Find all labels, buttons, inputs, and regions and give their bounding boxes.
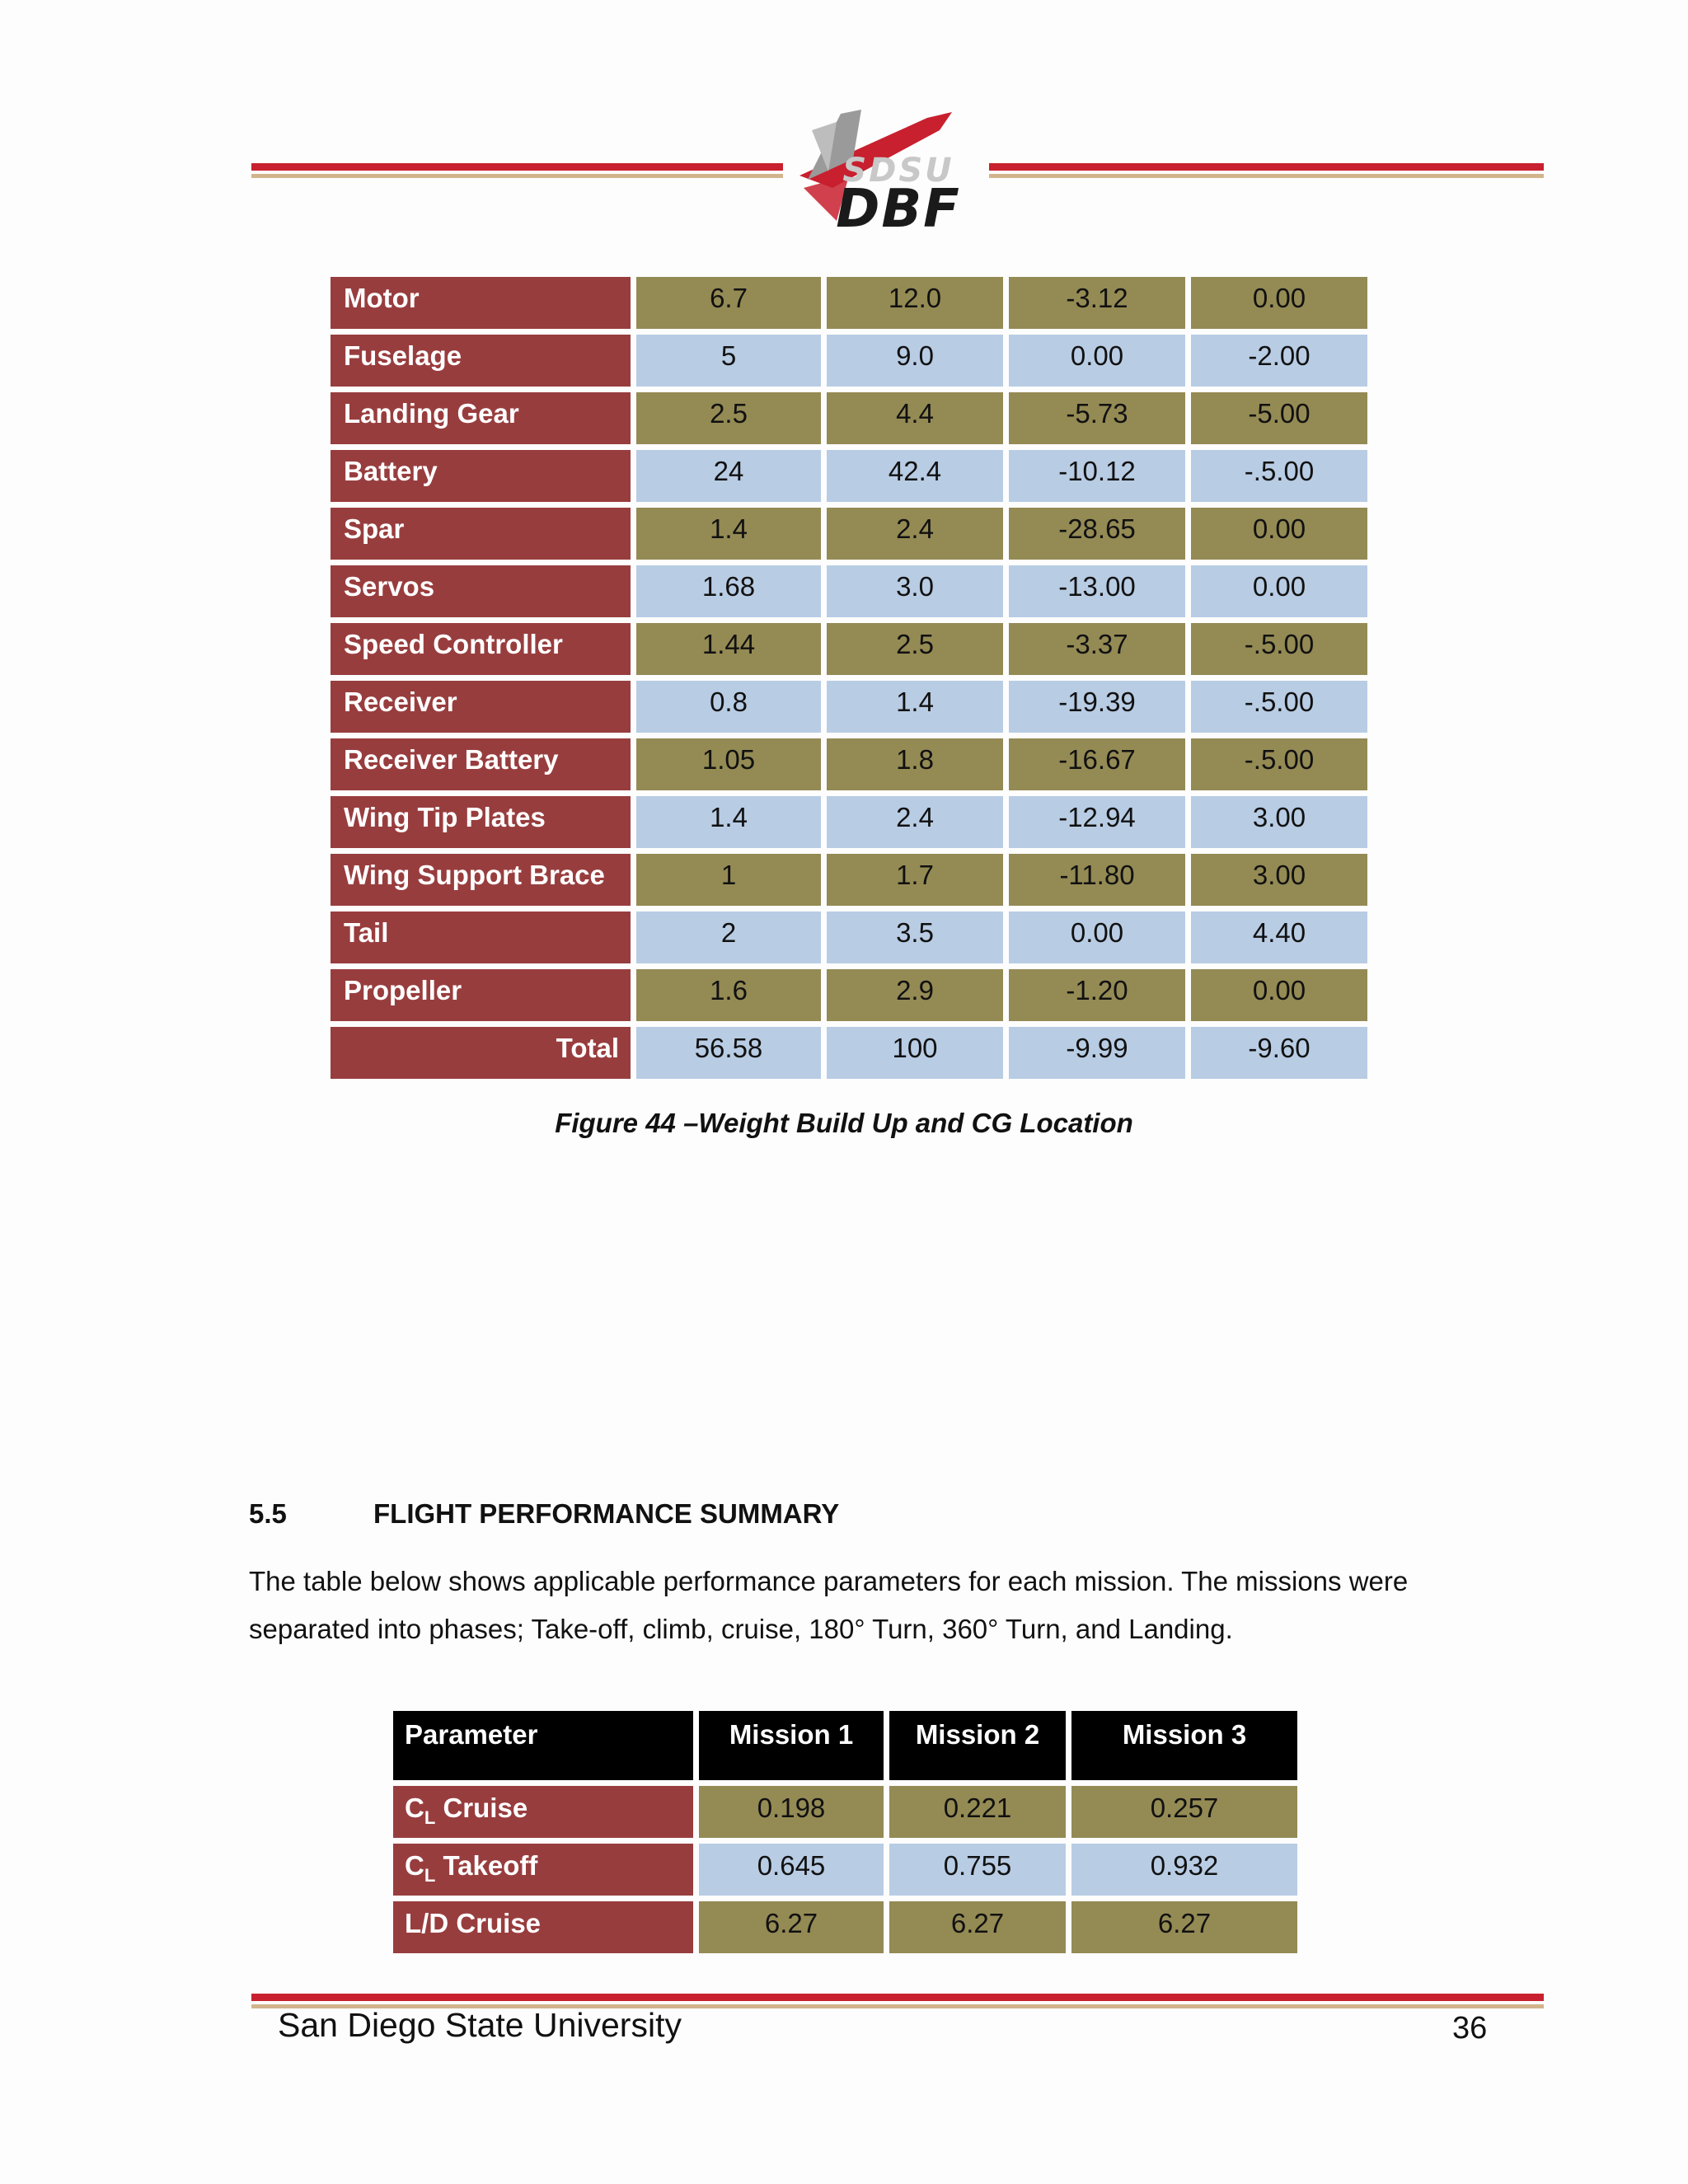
- figure-caption: Figure 44 –Weight Build Up and CG Location: [555, 1108, 1133, 1138]
- table-cell: 2.5: [636, 392, 821, 444]
- logo-top-text: SDSU: [842, 152, 954, 190]
- table-cell: 1.4: [636, 796, 821, 848]
- table-row: [331, 969, 1367, 1021]
- table-cell: 0.00: [1191, 508, 1367, 560]
- table-cell: 1: [636, 854, 821, 906]
- table-cell: 1.44: [636, 623, 821, 675]
- table-row: [331, 335, 1367, 387]
- table-row: [331, 854, 1367, 906]
- table-row: [331, 623, 1367, 675]
- table-cell: 0.198: [699, 1786, 884, 1838]
- table-cell: 4.4: [827, 392, 1003, 444]
- table-row: [393, 1844, 1297, 1896]
- row-label: Spar: [331, 508, 631, 560]
- row-label: [393, 1844, 693, 1896]
- table-cell: -19.39: [1009, 681, 1185, 733]
- table-cell: -11.80: [1009, 854, 1185, 906]
- header-mission-3: Mission 3: [1071, 1711, 1297, 1780]
- page-number: 36: [1452, 2011, 1488, 2046]
- label-main: C: [405, 1793, 424, 1823]
- table-cell: 0.00: [1191, 969, 1367, 1021]
- row-label: Wing Support Brace: [331, 854, 631, 906]
- table-cell: -12.94: [1009, 796, 1185, 848]
- table-cell: 4.40: [1191, 912, 1367, 963]
- table-cell: 6.27: [699, 1901, 884, 1953]
- row-label: Wing Tip Plates: [331, 796, 631, 848]
- label-main: C: [405, 1850, 424, 1881]
- table-cell: 3.00: [1191, 854, 1367, 906]
- table-cell: 1.4: [636, 508, 821, 560]
- table-cell: -28.65: [1009, 508, 1185, 560]
- footer-red-rule: [251, 1994, 1544, 2001]
- section-title: FLIGHT PERFORMANCE SUMMARY: [373, 1498, 840, 1529]
- logo-bottom-text: DBF: [836, 179, 961, 240]
- table-cell: 1.4: [827, 681, 1003, 733]
- row-label: Receiver: [331, 681, 631, 733]
- table-cell: 0.257: [1071, 1786, 1297, 1838]
- table-row: [331, 1027, 1367, 1079]
- table-cell: -3.12: [1009, 277, 1185, 329]
- table-cell: 6.7: [636, 277, 821, 329]
- section-paragraph: The table below shows applicable performance parameters for each mission. The missions were separated into phases; Take-off, climb, cruise, 180° Turn, 360° Turn, and Landing.: [249, 1566, 1409, 1644]
- row-label: Tail: [331, 912, 631, 963]
- table-cell: 9.0: [827, 335, 1003, 387]
- table-row: [331, 681, 1367, 733]
- table-cell: -10.12: [1009, 450, 1185, 502]
- table-cell: 100: [827, 1027, 1003, 1079]
- performance-table: [387, 1705, 1303, 1959]
- row-label: Battery: [331, 450, 631, 502]
- row-label: [393, 1786, 693, 1838]
- table-cell: 3.0: [827, 565, 1003, 617]
- table-row: [393, 1786, 1297, 1838]
- table-cell: -13.00: [1009, 565, 1185, 617]
- table-cell: -.5.00: [1191, 738, 1367, 790]
- table-cell: 0.00: [1191, 277, 1367, 329]
- table-cell: 0.932: [1071, 1844, 1297, 1896]
- table-cell: -5.73: [1009, 392, 1185, 444]
- row-label: Landing Gear: [331, 392, 631, 444]
- table-cell: 2.5: [827, 623, 1003, 675]
- label-main: L/D Cruise: [405, 1908, 542, 1938]
- table-cell: 2: [636, 912, 821, 963]
- row-label: Servos: [331, 565, 631, 617]
- table-cell: 1.68: [636, 565, 821, 617]
- row-label: Motor: [331, 277, 631, 329]
- table-cell: -5.00: [1191, 392, 1367, 444]
- table-cell: 0.221: [889, 1786, 1066, 1838]
- performance-header-row: [393, 1711, 1297, 1780]
- table-cell: -2.00: [1191, 335, 1367, 387]
- table-row: [331, 565, 1367, 617]
- table-cell: 0.645: [699, 1844, 884, 1896]
- table-cell: 12.0: [827, 277, 1003, 329]
- table-cell: 2.9: [827, 969, 1003, 1021]
- table-cell: -.5.00: [1191, 623, 1367, 675]
- table-cell: 0.8: [636, 681, 821, 733]
- table-row: [331, 738, 1367, 790]
- sdsu-dbf-logo: [783, 97, 989, 240]
- table-cell: -.5.00: [1191, 681, 1367, 733]
- table-cell: -9.99: [1009, 1027, 1185, 1079]
- table-row: [331, 277, 1367, 329]
- row-label: Propeller: [331, 969, 631, 1021]
- header-mission-2: Mission 2: [889, 1711, 1066, 1780]
- row-label: [393, 1901, 693, 1953]
- label-subscript: L: [424, 1807, 436, 1828]
- table-row: [331, 796, 1367, 848]
- table-cell: 42.4: [827, 450, 1003, 502]
- table-cell: 1.05: [636, 738, 821, 790]
- table-row: [331, 450, 1367, 502]
- table-cell: 1.6: [636, 969, 821, 1021]
- table-cell: 0.00: [1191, 565, 1367, 617]
- row-label: Fuselage: [331, 335, 631, 387]
- table-cell: 3.5: [827, 912, 1003, 963]
- table-cell: 2.4: [827, 508, 1003, 560]
- table-row: [331, 508, 1367, 560]
- table-cell: 1.7: [827, 854, 1003, 906]
- row-label: Speed Controller: [331, 623, 631, 675]
- weight-buildup-table: [325, 271, 1373, 1085]
- section-number: 5.5: [249, 1498, 287, 1529]
- table-row: [393, 1901, 1297, 1953]
- table-cell: 24: [636, 450, 821, 502]
- table-cell: 0.00: [1009, 912, 1185, 963]
- table-cell: 0.00: [1009, 335, 1185, 387]
- row-label: Total: [331, 1027, 631, 1079]
- table-cell: 5: [636, 335, 821, 387]
- table-cell: 0.755: [889, 1844, 1066, 1896]
- table-row: [331, 912, 1367, 963]
- table-cell: 3.00: [1191, 796, 1367, 848]
- label-subscript: L: [424, 1865, 436, 1886]
- header-parameter: Parameter: [393, 1711, 693, 1780]
- table-row: [331, 392, 1367, 444]
- header-mission-1: Mission 1: [699, 1711, 884, 1780]
- table-cell: -3.37: [1009, 623, 1185, 675]
- table-cell: 1.8: [827, 738, 1003, 790]
- table-cell: -9.60: [1191, 1027, 1367, 1079]
- table-cell: -16.67: [1009, 738, 1185, 790]
- label-rest: Takeoff: [435, 1850, 538, 1881]
- footer-university: San Diego State University: [278, 2006, 682, 2044]
- row-label: Receiver Battery: [331, 738, 631, 790]
- label-rest: Cruise: [435, 1793, 528, 1823]
- table-cell: -1.20: [1009, 969, 1185, 1021]
- table-cell: 6.27: [889, 1901, 1066, 1953]
- table-cell: 56.58: [636, 1027, 821, 1079]
- table-cell: 6.27: [1071, 1901, 1297, 1953]
- table-cell: 2.4: [827, 796, 1003, 848]
- table-cell: -.5.00: [1191, 450, 1367, 502]
